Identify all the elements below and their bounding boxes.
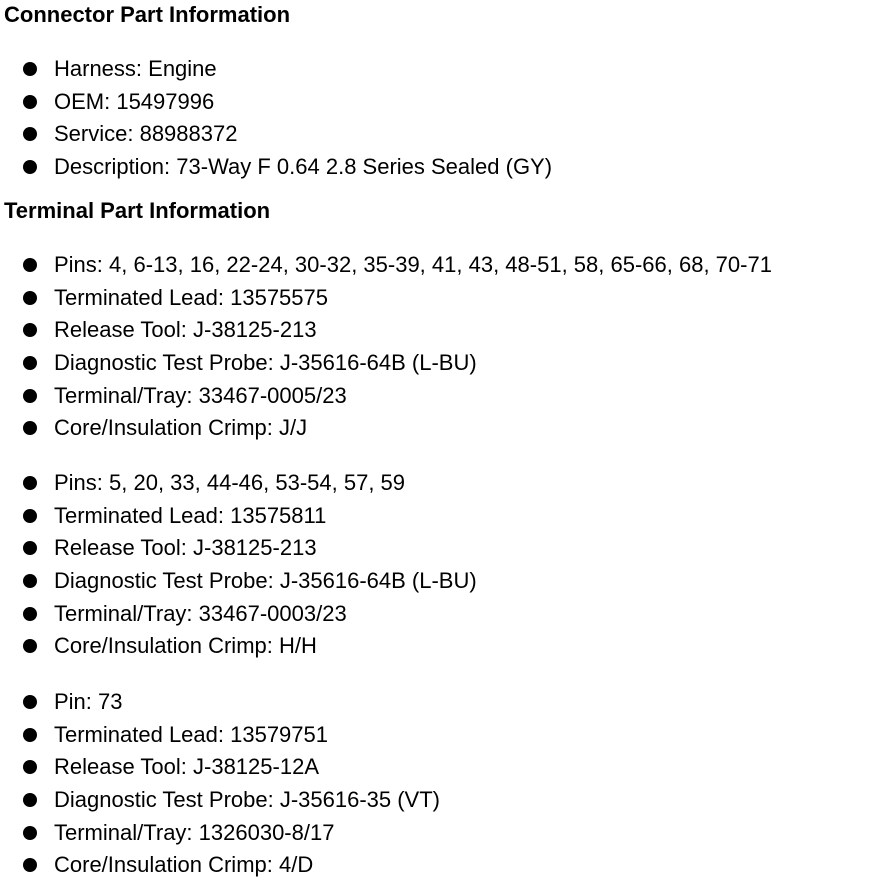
bullet-icon <box>23 356 37 370</box>
list-item-text: Terminated Lead: 13579751 <box>54 721 328 747</box>
connector-part-heading: Connector Part Information <box>4 2 291 27</box>
list-item-text: Description: 73-Way F 0.64 2.8 Series Sealed (GY) <box>54 154 553 180</box>
list-item-text: Release Tool: J-38125-213 <box>54 317 317 343</box>
bullet-icon <box>23 858 37 872</box>
bullet-icon <box>23 728 37 742</box>
bullet-icon <box>23 62 37 76</box>
list-item-text: Pins: 4, 6-13, 16, 22-24, 30-32, 35-39, 41, 43, 48-51, 58, 65-66, 68, 70-71 <box>54 252 772 277</box>
list-item-text: Diagnostic Test Probe: J-35616-64B (L-BU) <box>54 350 477 376</box>
list-item-text: Core/Insulation Crimp: 4/D <box>54 852 314 878</box>
list-item-text: Diagnostic Test Probe: J-35616-64B (L-BU) <box>54 568 477 594</box>
bullet-icon <box>23 160 37 174</box>
list-item-text: Terminal/Tray: 33467-0003/23 <box>54 600 347 626</box>
bullet-icon <box>23 541 37 555</box>
list-item-text: Core/Insulation Crimp: J/J <box>54 415 308 441</box>
list-item-text: Harness: Engine <box>54 56 217 81</box>
list-item-text: Diagnostic Test Probe: J-35616-35 (VT) <box>54 787 440 813</box>
list-item-text: Terminal/Tray: 33467-0005/23 <box>54 382 347 408</box>
bullet-icon <box>23 793 37 807</box>
bullet-icon <box>23 574 37 588</box>
bullet-icon <box>23 607 37 621</box>
list-item-text: Release Tool: J-38125-213 <box>54 535 317 561</box>
bullet-icon <box>23 476 37 490</box>
bullet-icon <box>23 639 37 653</box>
bullet-icon <box>23 695 37 709</box>
bullet-icon <box>23 826 37 840</box>
list-item-text: Terminated Lead: 13575575 <box>54 284 328 310</box>
list-item-text: Service: 88988372 <box>54 121 238 147</box>
terminal-part-heading: Terminal Part Information <box>4 198 271 223</box>
list-item-text: Core/Insulation Crimp: H/H <box>54 633 317 659</box>
bullet-icon <box>23 291 37 305</box>
bullet-icon <box>23 760 37 774</box>
list-item-text: Pins: 5, 20, 33, 44-46, 53-54, 57, 59 <box>54 470 406 495</box>
bullet-icon <box>23 127 37 141</box>
bullet-icon <box>23 421 37 435</box>
list-item-text: Terminated Lead: 13575811 <box>54 502 327 528</box>
list-item-text: Release Tool: J-38125-12A <box>54 754 319 780</box>
bullet-icon <box>23 323 37 337</box>
list-item-text: Terminal/Tray: 1326030-8/17 <box>54 819 335 845</box>
list-item-text: Pin: 73 <box>54 689 123 714</box>
bullet-icon <box>23 389 37 403</box>
bullet-icon <box>23 258 37 272</box>
bullet-icon <box>23 95 37 109</box>
list-item-text: OEM: 15497996 <box>54 88 215 114</box>
bullet-icon <box>23 509 37 523</box>
